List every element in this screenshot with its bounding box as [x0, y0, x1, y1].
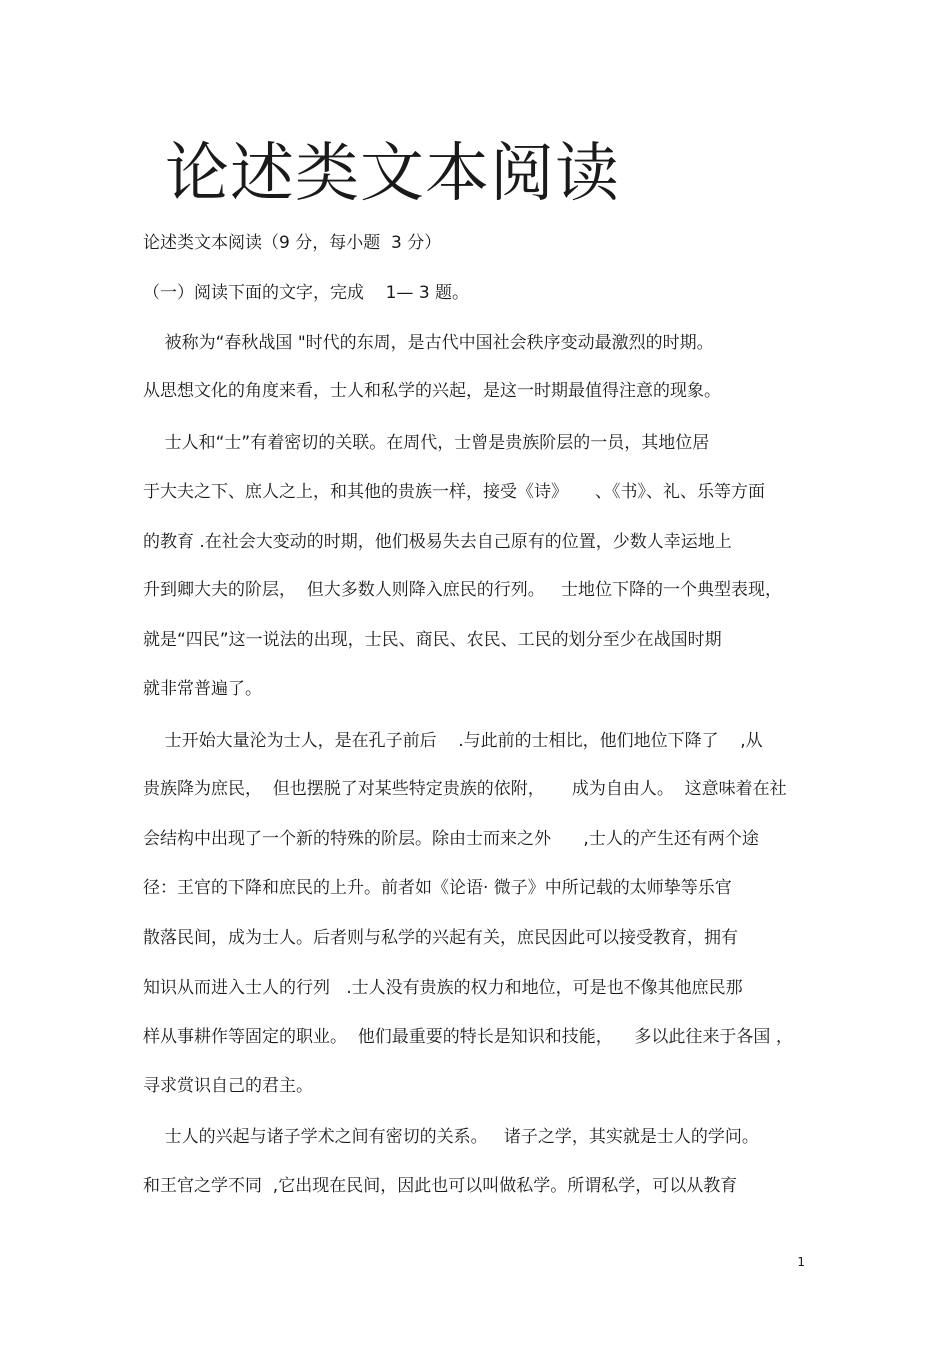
text-line: 贵族降为庶民， 但也摆脱了对某些特定贵族的依附， 成为自由人。 这意味着在社 — [143, 779, 787, 799]
text-line: 的教育 .在社会大变动的时期，他们极易失去自己原有的位置，少数人幸运地上 — [143, 532, 732, 552]
text-line: 知识从而进入士人的行列 .士人没有贵族的权力和地位，可是也不像其他庶民那 — [143, 978, 743, 998]
text-line: 从思想文化的角度来看，士人和私学的兴起，是这一时期最值得注意的现象。 — [143, 381, 721, 401]
text-line: 散落民间，成为士人。后者则与私学的兴起有关，庶民因此可以接受教育，拥有 — [143, 928, 738, 948]
text-line: 士人和“士”有着密切的关联。在周代，士曾是贵族阶层的一员，其地位居 — [143, 433, 710, 453]
text-line: 寻求赏识自己的君主。 — [143, 1076, 313, 1096]
text-line: 士开始大量沦为士人，是在孔子前后 .与此前的士相比，他们地位下降了 ,从 — [143, 731, 763, 751]
text-line: 就是“四民”这一说法的出现，士民、商民、农民、工民的划分至少在战国时期 — [143, 630, 722, 650]
text-line: 就非常普遍了。 — [143, 679, 262, 699]
text-line: 和王官之学不同 ,它出现在民间，因此也可以叫做私学。所谓私学，可以从教育 — [143, 1176, 738, 1196]
document-title: 论述类文本阅读 — [165, 137, 620, 211]
text-line: 论述类文本阅读（9 分，每小题 3 分） — [143, 233, 442, 253]
page-number: 1 — [797, 1255, 805, 1269]
text-line: 会结构中出现了一个新的特殊的阶层。除由士而来之外 ,士人的产生还有两个途 — [143, 829, 759, 849]
text-line: 于大夫之下、庶人之上，和其他的贵族一样，接受《诗》 、《书》、礼、乐等方面 — [143, 482, 766, 502]
text-line: 被称为“春秋战国 "时代的东周，是古代中国社会秩序变动最激烈的时期。 — [143, 333, 714, 353]
text-line: 径：王官的下降和庶民的上升。前者如《论语· 微子》中所记载的太师挚等乐官 — [143, 878, 732, 898]
text-line: 士人的兴起与诸子学术之间有密切的关系。 诸子之学，其实就是士人的学问。 — [143, 1127, 759, 1147]
text-line: 样从事耕作等固定的职业。 他们最重要的特长是知识和技能， 多以此往来于各国 ， — [143, 1027, 793, 1047]
text-line: 升到卿大夫的阶层， 但大多数人则降入庶民的行列。 士地位下降的一个典型表现， — [143, 580, 783, 600]
text-line: （一）阅读下面的文字，完成 1— 3 题。 — [143, 283, 470, 303]
